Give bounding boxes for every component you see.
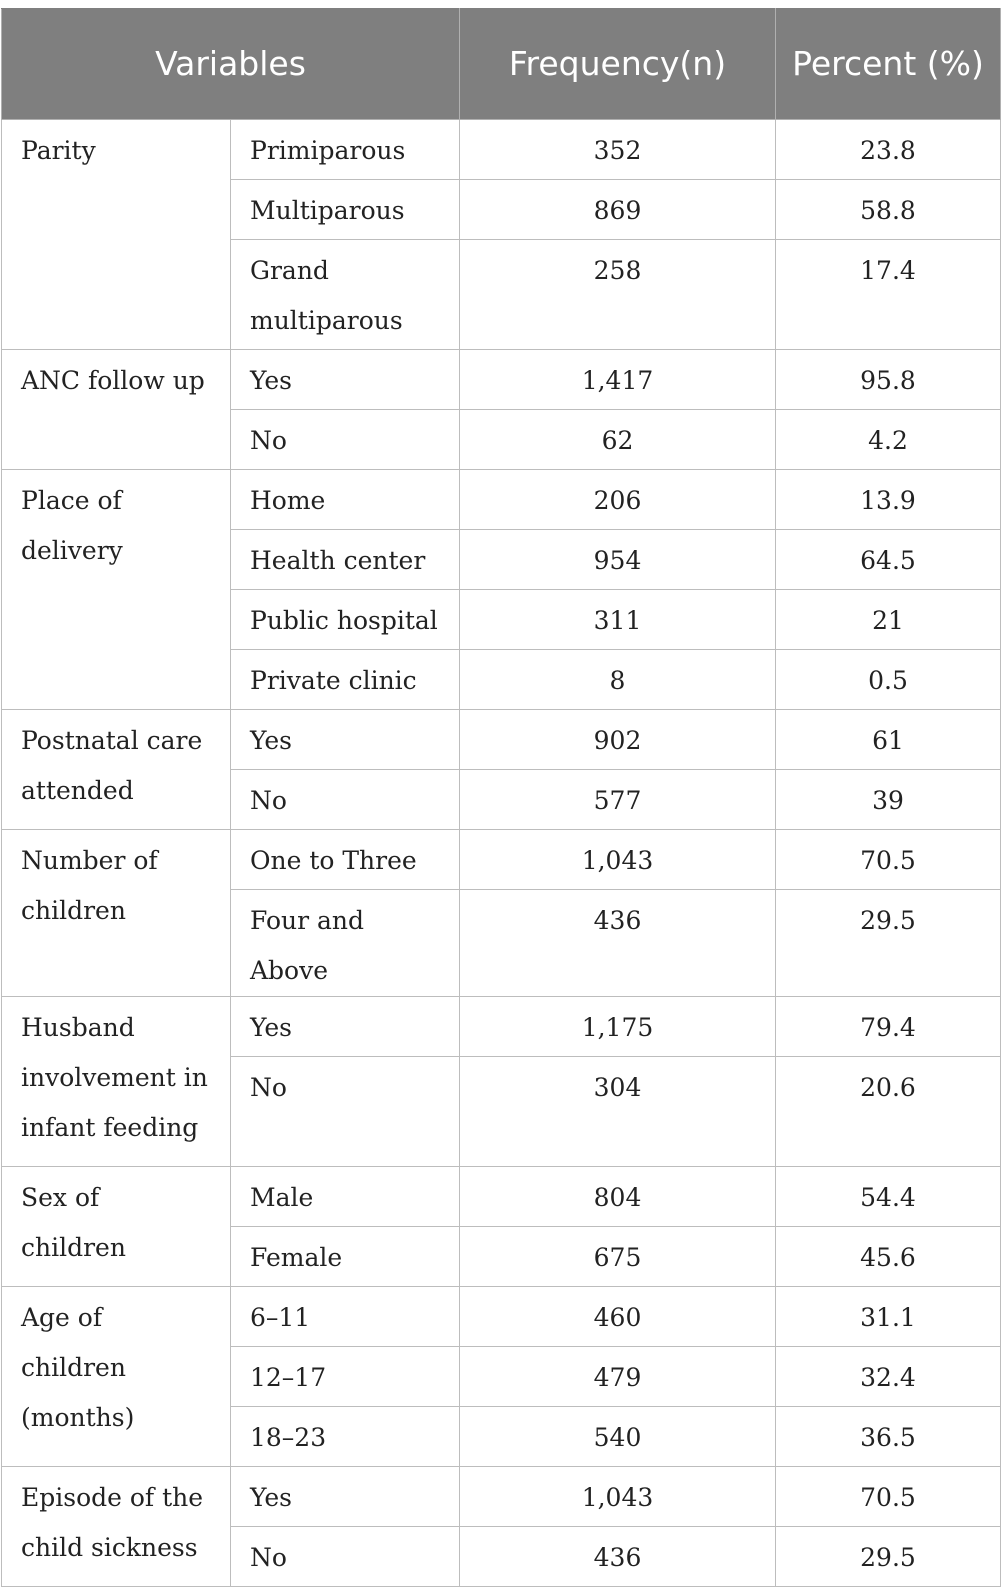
category-cell: One to Three	[231, 830, 460, 890]
category-cell: No	[231, 770, 460, 830]
variable-cell: Husband involvement in infant feeding	[2, 997, 231, 1167]
percent-cell: 4.2	[776, 410, 1001, 470]
percent-cell: 17.4	[776, 240, 1001, 350]
percent-cell: 64.5	[776, 530, 1001, 590]
variable-cell: Parity	[2, 120, 231, 350]
category-cell: No	[231, 410, 460, 470]
category-cell: 12–17	[231, 1347, 460, 1407]
frequency-cell: 62	[460, 410, 776, 470]
table-row	[2, 350, 1001, 410]
frequency-cell: 902	[460, 710, 776, 770]
frequency-cell: 1,043	[460, 830, 776, 890]
frequency-cell: 479	[460, 1347, 776, 1407]
frequency-cell: 460	[460, 1287, 776, 1347]
category-cell: Public hospital	[231, 590, 460, 650]
header-row	[2, 9, 1001, 120]
frequency-cell: 206	[460, 470, 776, 530]
category-cell: Female	[231, 1227, 460, 1287]
frequency-cell: 675	[460, 1227, 776, 1287]
table-row	[2, 830, 1001, 890]
percent-cell: 0.5	[776, 650, 1001, 710]
percent-cell: 70.5	[776, 830, 1001, 890]
category-cell: Primiparous	[231, 120, 460, 180]
category-cell: Grand multiparous	[231, 240, 460, 350]
category-cell: Home	[231, 470, 460, 530]
category-cell: Multiparous	[231, 180, 460, 240]
variable-cell: Postnatal care attended	[2, 710, 231, 830]
frequency-cell: 311	[460, 590, 776, 650]
frequency-cell: 436	[460, 890, 776, 997]
percent-cell: 21	[776, 590, 1001, 650]
variable-cell: Place of delivery	[2, 470, 231, 710]
frequency-cell: 258	[460, 240, 776, 350]
category-cell: Yes	[231, 710, 460, 770]
percent-cell: 61	[776, 710, 1001, 770]
table-row	[2, 120, 1001, 180]
category-cell: Private clinic	[231, 650, 460, 710]
frequency-cell: 1,043	[460, 1467, 776, 1527]
percent-cell: 45.6	[776, 1227, 1001, 1287]
frequency-cell: 304	[460, 1057, 776, 1167]
percent-cell: 54.4	[776, 1167, 1001, 1227]
percent-cell: 58.8	[776, 180, 1001, 240]
category-cell: Four and Above	[231, 890, 460, 997]
variable-cell: ANC follow up	[2, 350, 231, 470]
percent-cell: 13.9	[776, 470, 1001, 530]
frequency-cell: 436	[460, 1527, 776, 1587]
percent-cell: 23.8	[776, 120, 1001, 180]
category-cell: No	[231, 1057, 460, 1167]
frequency-cell: 1,175	[460, 997, 776, 1057]
percent-cell: 29.5	[776, 890, 1001, 997]
frequency-cell: 804	[460, 1167, 776, 1227]
data-table	[1, 8, 1001, 1587]
percent-cell: 95.8	[776, 350, 1001, 410]
frequency-cell: 352	[460, 120, 776, 180]
category-cell: Health center	[231, 530, 460, 590]
table-row	[2, 1287, 1001, 1347]
header-frequency: Frequency(n)	[460, 9, 776, 120]
header-variables: Variables	[2, 9, 460, 120]
category-cell: 18–23	[231, 1407, 460, 1467]
percent-cell: 32.4	[776, 1347, 1001, 1407]
frequency-cell: 577	[460, 770, 776, 830]
percent-cell: 31.1	[776, 1287, 1001, 1347]
category-cell: 6–11	[231, 1287, 460, 1347]
table-row	[2, 997, 1001, 1057]
variable-cell: Sex of children	[2, 1167, 231, 1287]
header-percent: Percent (%)	[776, 9, 1001, 120]
table-row	[2, 1467, 1001, 1527]
percent-cell: 39	[776, 770, 1001, 830]
percent-cell: 70.5	[776, 1467, 1001, 1527]
frequency-cell: 540	[460, 1407, 776, 1467]
category-cell: Yes	[231, 1467, 460, 1527]
category-cell: Male	[231, 1167, 460, 1227]
variable-cell: Age of children (months)	[2, 1287, 231, 1467]
percent-cell: 29.5	[776, 1527, 1001, 1587]
category-cell: No	[231, 1527, 460, 1587]
table-row	[2, 470, 1001, 530]
table-row	[2, 1167, 1001, 1227]
frequency-cell: 8	[460, 650, 776, 710]
frequency-cell: 954	[460, 530, 776, 590]
percent-cell: 20.6	[776, 1057, 1001, 1167]
frequency-cell: 1,417	[460, 350, 776, 410]
variable-cell: Episode of the child sickness	[2, 1467, 231, 1587]
percent-cell: 36.5	[776, 1407, 1001, 1467]
percent-cell: 79.4	[776, 997, 1001, 1057]
table-row	[2, 710, 1001, 770]
variable-cell: Number of children	[2, 830, 231, 997]
frequency-cell: 869	[460, 180, 776, 240]
category-cell: Yes	[231, 997, 460, 1057]
category-cell: Yes	[231, 350, 460, 410]
